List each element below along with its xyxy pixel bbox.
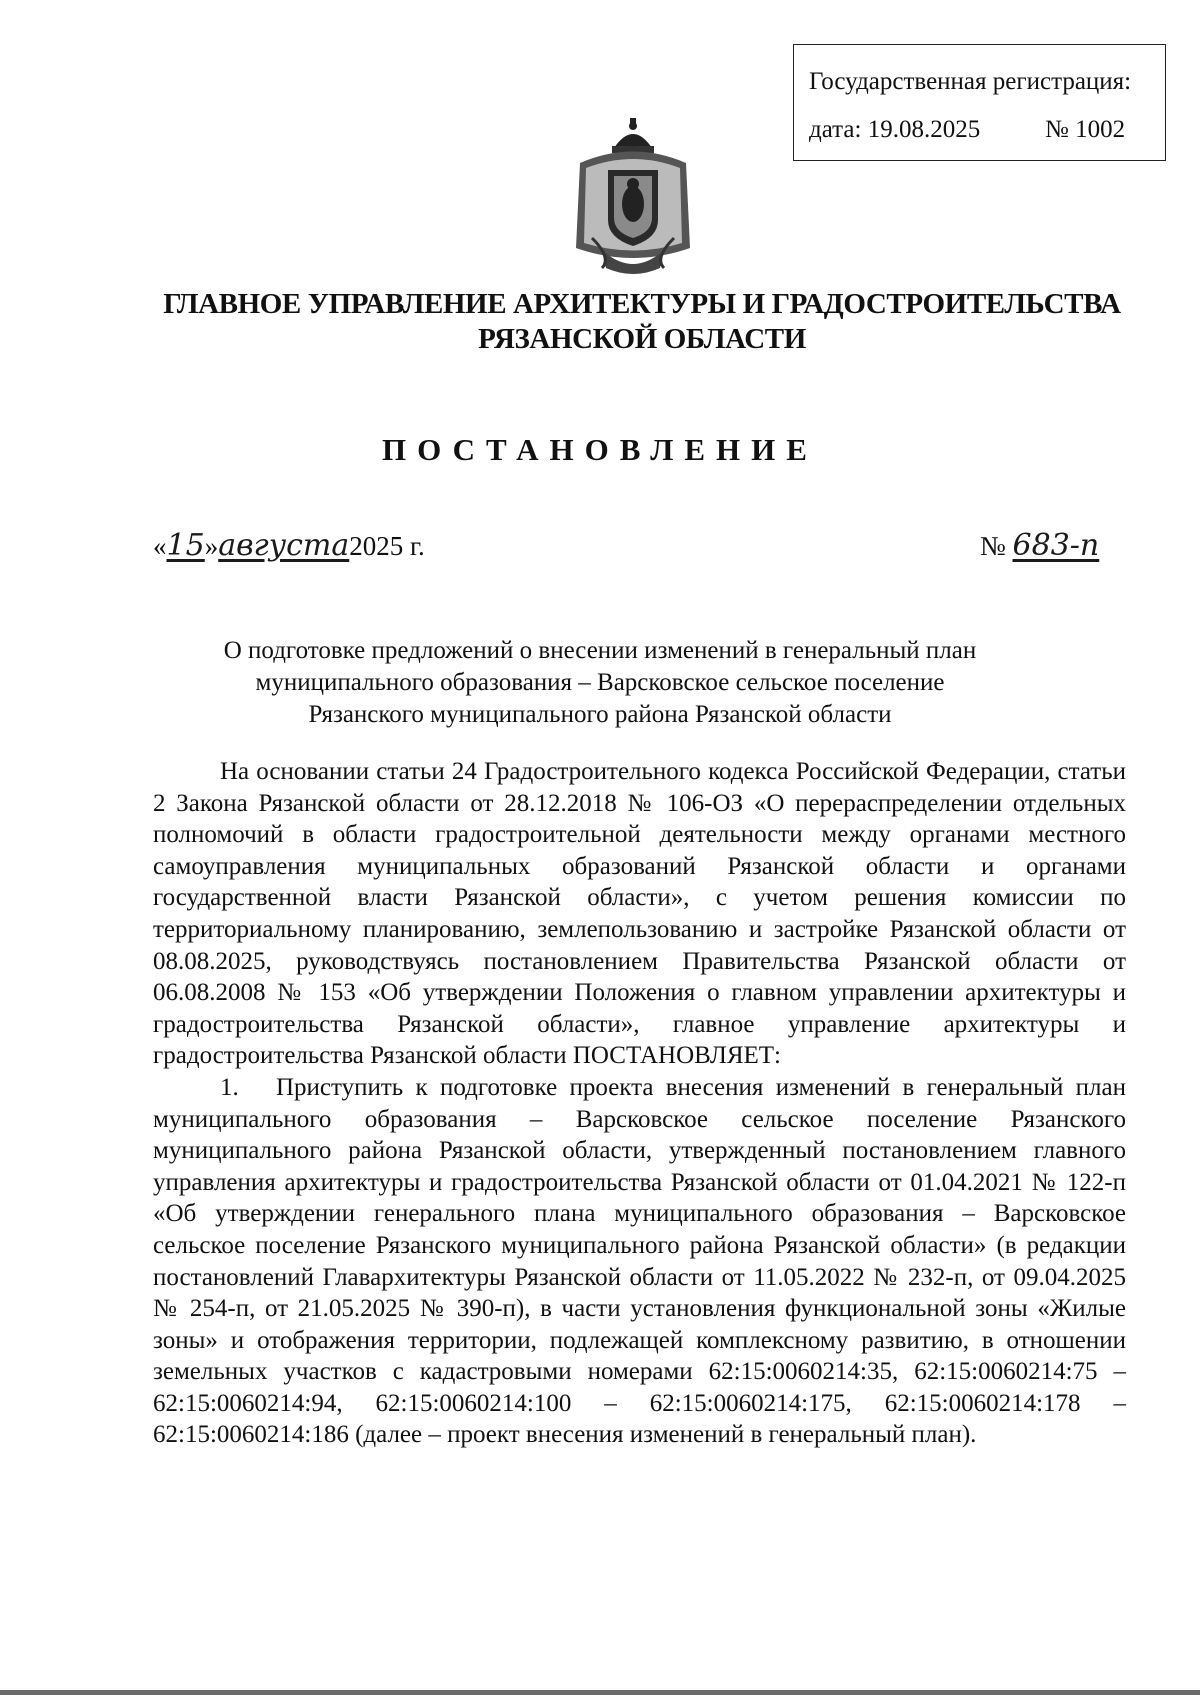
date-open-quote: « bbox=[153, 531, 167, 561]
document-body bbox=[153, 756, 1126, 1451]
registration-date: дата: 19.08.2025 bbox=[809, 116, 981, 143]
date-close-quote: » bbox=[204, 531, 219, 561]
date-year: 2025 г. bbox=[349, 531, 425, 561]
coat-of-arms-emblem bbox=[572, 118, 694, 278]
clause-1 bbox=[153, 1072, 1126, 1451]
clause-1-text: Приступить к подготовке проекта внесения изменений в генеральный план муниципального образования – Варсковское сельское поселение Рязанского муниципального района Рязанской области, утвержденный постановлением главного управления архитектуры и градостроительства Рязанской области от 01.04.2021 № 122-п «Об утверждении генерального плана муниципального образования – Варсковское сельское поселение Рязанского муниципального района Рязанской области» (в редакции постановлений Главархитектуры Рязанской области от 11.05.2022 № 232-п, от 09.04.2025 № 254-п, от 21.05.2025 № 390-п), в части установления функциональной зоны «Жилые зоны» и отображения территории, подлежащей комплексному развитию, в отношении земельных участков с кадастровыми номерами 62:15:0060214:35, 62:15:0060214:75 – 62:15:0060214:94, 62:15:0060214:100 – 62:15:0060214:175, 62:15:0060214:178 – 62:15:0060214:186 (далее – проект внесения изменений в генеральный план). bbox=[153, 1073, 1126, 1449]
number-prefix: № bbox=[980, 531, 1006, 561]
registration-number: № 1002 bbox=[1045, 116, 1126, 143]
document-number bbox=[980, 528, 1099, 563]
organization-name-line1: ГЛАВНОЕ УПРАВЛЕНИЕ АРХИТЕКТУРЫ И ГРАДОСТРОИТЕЛЬСТВА bbox=[163, 288, 1121, 320]
registration-title: Государственная регистрация: bbox=[809, 68, 1132, 95]
subject-line2: муниципального образования – Варсковское сельское поселение bbox=[255, 669, 945, 696]
handwritten-month: августа bbox=[218, 528, 350, 563]
organization-name-line2: РЯЗАНСКОЙ ОБЛАСТИ bbox=[478, 323, 806, 356]
registration-box bbox=[793, 44, 1166, 161]
handwritten-number: 683-п bbox=[1012, 528, 1100, 563]
organization-name bbox=[0, 287, 1200, 358]
handwritten-day: 15 bbox=[166, 528, 205, 563]
page-bottom-edge bbox=[0, 1690, 1200, 1695]
preamble-paragraph: На основании статьи 24 Градостроительного кодекса Российской Федерации, статьи 2 Закона Рязанской области от 28.12.2018 № 106-ОЗ «О перераспределении отдельных полномочий в области градостроительной деятельности между органами местного самоуправления муниципальных образований Рязанской области и органами государственной власти Рязанской области», с учетом решения комиссии по территориальному планированию, землепользованию и застройке Рязанской области от 08.08.2025, руководствуясь постановлением Правительства Рязанской области от 06.08.2008 № 153 «Об утверждении Положения о главном управлении архитектуры и градостроительства Рязанской области», главное управление архитектуры и градостроительства Рязанской области ПОСТАНОВЛЯЕТ: bbox=[153, 758, 1126, 1070]
subject-line3: Рязанского муниципального района Рязанской области bbox=[308, 701, 892, 728]
document-subject bbox=[0, 635, 1200, 731]
document-type-title: ПОСТАНОВЛЕНИЕ bbox=[382, 432, 818, 467]
clause-1-number: 1. bbox=[220, 1073, 239, 1101]
document-date bbox=[153, 528, 425, 563]
subject-line1: О подготовке предложений о внесении изменений в генеральный план bbox=[223, 637, 977, 664]
